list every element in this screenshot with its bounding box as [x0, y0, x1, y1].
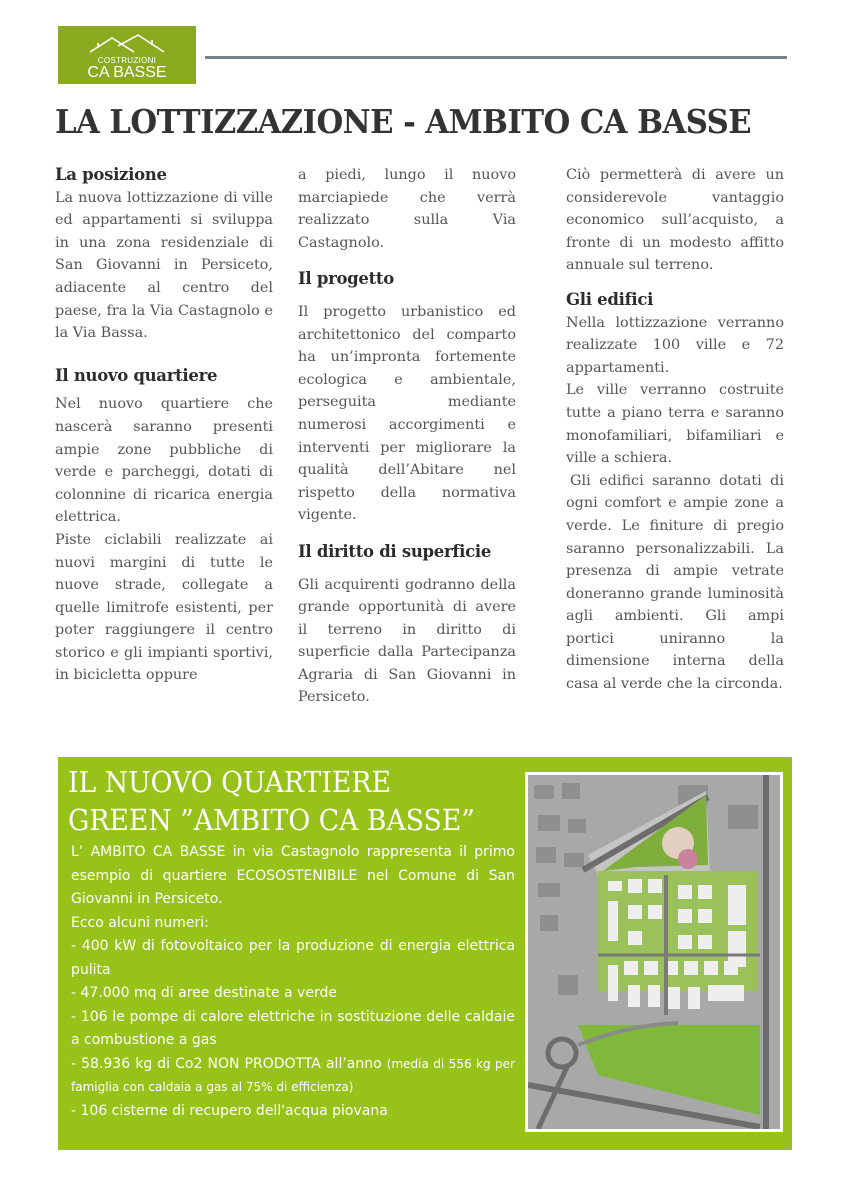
paragraph-progetto: Il progetto urbanistico ed architettonico del comparto ha un’impronta fortemente ecologica e ambientale, perseguita mediante numerosi accorgimenti e interventi per migliorare la qualità dell’Abitare nel rispetto della normativa vigente. [298, 303, 516, 524]
heading-posizione: La posizione [55, 165, 167, 184]
paragraph-edifici-2: Le ville verranno costruite tutte a piano terra e saranno monofamiliari, bifamiliari e ville a schiera. [566, 382, 784, 467]
heading-nuovo-quartiere: Il nuovo quartiere [55, 365, 218, 385]
paragraph-edifici-3: Gli edifici saranno dotati di ogni comfort e ampie zone a verde. Le finiture di pregio saranno personalizzabili. La presenza di ampie vetrate doneranno grande luminosità agli ambienti. Gli ampi portici uniranno la dimensione interna della casa al verde che la circonda. [566, 472, 784, 693]
green-item-photovoltaic: - 400 kW di fotovoltaico per la produzione di energia elettrica pulita [71, 938, 515, 978]
green-item-cisterns: - 106 cisterne di recupero dell'acqua piovana [71, 1102, 388, 1119]
green-box-title [68, 763, 475, 839]
paragraph-edifici-1: Nella lottizzazione verranno realizzate 100 ville e 72 appartamenti. [566, 314, 784, 376]
green-box-body [71, 841, 515, 1123]
green-item-green-areas: - 47.000 mq di aree destinate a verde [71, 985, 337, 1001]
green-lead: Ecco alcuni numeri: [71, 914, 209, 931]
heading-progetto: Il progetto [298, 269, 394, 289]
heading-edifici: Gli edifici [566, 289, 654, 309]
site-plan-drawing [528, 775, 780, 1129]
paragraph-continuation: a piedi, lungo il nuovo marciapiede che verrà realizzato sulla Via Castagnolo. [298, 167, 516, 251]
paragraph-posizione: La nuova lottizzazione di ville ed appartamenti si sviluppa in una zona residenziale di San Giovanni in Persiceto, adiacente al centro del paese, fra la Via Castagnolo e la Via Bassa. [55, 189, 273, 342]
paragraph-diritto: Gli acquirenti godranno della grande opportunità di avere il terreno in diritto di superficie dalla Partecipanza Agraria di San Giovanni in Persiceto. [298, 576, 516, 706]
green-intro: L’ AMBITO CA BASSE in via Castagnolo rappresenta il primo esempio di quartiere ECOSOSTENIBILE nel Comune di San Giovanni in Persiceto. [71, 844, 515, 907]
site-plan-image [525, 772, 783, 1132]
paragraph-quartiere-1: Nel nuovo quartiere che nascerà saranno presenti ampie zone pubbliche di verde e parcheggi, dotati di colonnine di ricarica energia elettrica. [55, 396, 273, 526]
company-logo [58, 26, 196, 84]
column-3 [566, 164, 784, 696]
logo-line2: CA BASSE [87, 64, 167, 81]
green-neighborhood-box [58, 757, 792, 1150]
header-divider [205, 56, 787, 59]
logo-line1: COSTRUZIONI [97, 56, 157, 65]
co2-main: - 58.936 kg di Co2 NON PRODOTTA all’anno [71, 1055, 387, 1072]
paragraph-quartiere-2: Piste ciclabili realizzate ai nuovi margini di tutte le nuove strade, collegate a quelle limitrofe esistenti, per poter raggiungere il centro storico e gli impianti sportivi, in bicicletta oppure [55, 531, 273, 684]
paragraph-vantaggio: Ciò permetterà di avere un considerevole vantaggio economico sull’acquisto, a fronte di un modesto affitto annuale sul terreno. [566, 167, 784, 274]
column-1 [55, 164, 273, 687]
house-roofs-icon [88, 32, 166, 56]
heading-diritto-superficie: Il diritto di superficie [298, 541, 492, 561]
co2-note: (media di 556 kg per famiglia con caldaia a gas al 75% di efficienza) [71, 1056, 515, 1094]
column-2 [298, 164, 516, 709]
green-item-co2 [71, 1053, 515, 1100]
green-title-line1: IL NUOVO QUARTIERE [68, 765, 391, 799]
green-item-heat-pumps: - 106 le pompe di calore elettriche in sostituzione delle caldaie a combustione a gas [71, 1008, 515, 1048]
page-title: LA LOTTIZZAZIONE - AMBITO CA BASSE [55, 102, 752, 141]
green-title-line2: GREEN ”AMBITO CA BASSE” [68, 803, 475, 837]
